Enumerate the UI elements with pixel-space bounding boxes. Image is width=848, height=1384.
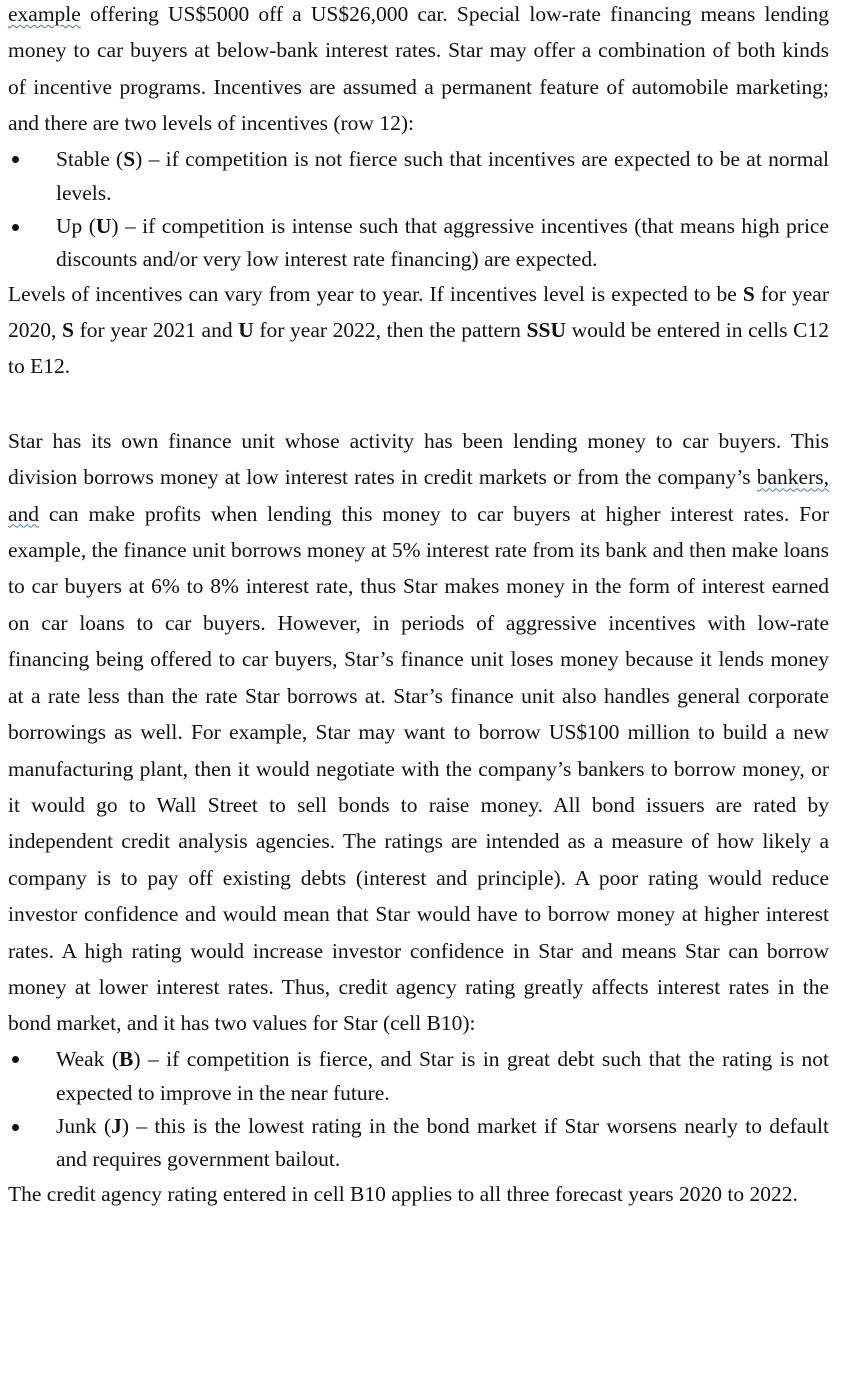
flagged-word-example: example <box>8 2 81 26</box>
paragraph-finance-unit: Star has its own finance unit whose activity has been lending money to car buyers. This division borrows money at low interest rates in credit markets or from the company’s bankers, and can make profits when lending this money to car buyers at higher interest rates. For example, the finance unit borrows money at 5% interest rate from its bank and then make loans to car buyers at 6% to 8% interest rate, thus Star makes money in the form of interest earned on car loans to car buyers. However, in periods of aggressive incentives with low-rate financing being offered to car buyers, Star’s finance unit loses money because it lends money at a rate less than the rate Star borrows at. Star’s finance unit also handles general corporate borrowings as well. For example, Star may want to borrow US$100 million to build a new manufacturing plant, then it would negotiate with the company’s bankers to borrow money, or it would go to Wall Street to sell bonds to raise money. All bond issuers are rated by independent credit analysis agencies. The ratings are intended as a measure of how likely a company is to pay off existing debts (interest and principle). A poor rating would reduce investor confidence and would mean that Star would have to borrow money at higher interest rates. A high rating would increase investor confidence in Star and means Star can borrow money at lower interest rates. Thus, credit agency rating greatly affects interest rates in the bond market, and it has two values for Star (cell B10): <box>8 428 829 1036</box>
flagged-phrase-bankers: bankers, and <box>8 465 829 526</box>
list-item-up: Up (U) – if competition is intense such that aggressive incentives (that means high price discounts and/or very low interest rate financing) are expected. <box>8 210 829 276</box>
paragraph-rating-note: The credit agency rating entered in cell B10 applies to all three forecast years 2020 to 2022. <box>8 1181 798 1206</box>
list-item-junk: Junk (J) – this is the lowest rating in the bond market if Star worsens nearly to default and requires government bailout. <box>8 1110 829 1176</box>
incentive-levels-list <box>8 142 829 276</box>
list-item-weak: Weak (B) – if competition is fierce, and Star is in great debt such that the rating is not expected to improve in the near future. <box>8 1042 829 1110</box>
document-page <box>8 0 829 1212</box>
paragraph-incentive-pattern: Levels of incentives can vary from year to year. If incentives level is expected to be S for year 2020, S for year 2021 and U for year 2022, then the pattern SSU would be entered in cells C12 to E12. <box>8 281 829 379</box>
paragraph-incentives-intro: example offering US$5000 off a US$26,000 car. Special low-rate financing means lending money to car buyers at below-bank interest rates. Star may offer a combination of both kinds of incentive programs. Incentives are assumed a permanent feature of automobile marketing; and there are two levels of incentives (row 12): <box>8 2 829 136</box>
credit-ratings-list <box>8 1042 829 1176</box>
paragraph-spacer <box>8 385 829 423</box>
list-item-stable: Stable (S) – if competition is not fierce such that incentives are expected to be at normal levels. <box>8 142 829 210</box>
